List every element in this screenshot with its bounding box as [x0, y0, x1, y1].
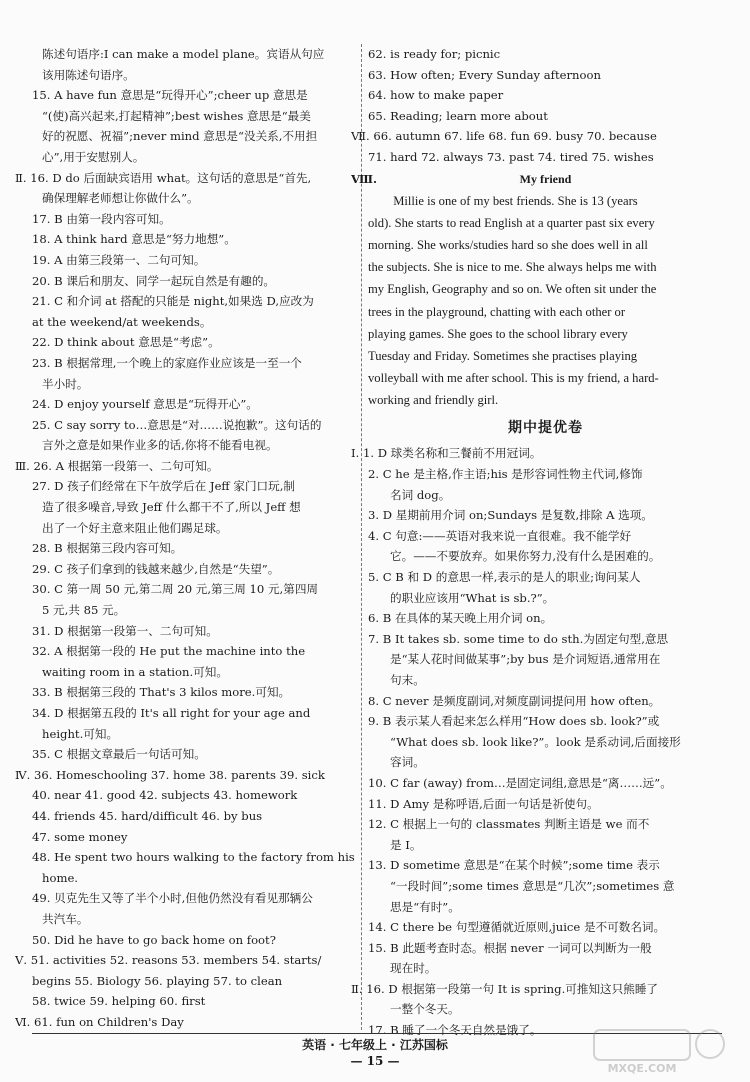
- answer-line: 10. C far (away) from…是固定词组,意思是“离……远”。: [368, 775, 672, 790]
- answer-line: 28. B 根据第三段内容可知。: [32, 541, 183, 556]
- answer-line: Ⅶ. 66. autumn 67. life 68. fun 69. busy 70. because: [351, 129, 657, 144]
- answer-line: 好的祝愿、祝福”;never mind 意思是“没关系,不用担: [42, 129, 318, 144]
- answer-line: 的职业应该用“What is sb.?”。: [390, 590, 555, 605]
- answer-line: 32. A 根据第一段的 He put the machine into the: [32, 644, 306, 659]
- answer-line: 4. C 句意:——英语对我来说一直很难。我不能学好: [368, 528, 632, 543]
- answer-line: height.可知。: [42, 726, 119, 741]
- answer-line: 是 I。: [390, 837, 422, 852]
- essay-line: volleyball with me after school. This is my friend, a hard-: [368, 371, 659, 386]
- left-column: [15, 44, 358, 1033]
- essay-section-label: Ⅷ.: [351, 171, 378, 186]
- essay-line: old). She starts to read English at a quarter past six every: [368, 215, 655, 230]
- essay-line: trees in the playground, chatting with each other or: [368, 304, 626, 319]
- answer-line: 6. B 在具体的某天晚上用介词 on。: [368, 611, 553, 626]
- answer-line: 容词。: [390, 755, 425, 770]
- answer-line: Ⅱ. 16. D do 后面缺宾语用 what。这句话的意思是“首先,: [15, 170, 312, 185]
- answer-line: 2. C he 是主格,作主语;his 是形容词性物主代词,修饰: [368, 467, 643, 482]
- answer-line: 17. B 由第一段内容可知。: [32, 211, 171, 226]
- answer-line: 71. hard 72. always 73. past 74. tired 75. wishes: [368, 149, 654, 164]
- answer-line: 33. B 根据第三段的 That's 3 kilos more.可知。: [32, 685, 291, 700]
- column-divider: [361, 44, 362, 1030]
- answer-line: 29. C 孩子们拿到的钱越来越少,自然是“失望”。: [32, 561, 280, 576]
- answer-line: 5 元,共 85 元。: [42, 603, 126, 618]
- answer-line: 陈述句语序:I can make a model plane。宾语从句应: [42, 47, 325, 61]
- answer-line: 58. twice 59. helping 60. first: [32, 994, 206, 1009]
- answer-line: 现在时。: [390, 961, 437, 976]
- answer-line: 23. B 根据常理,一个晚上的家庭作业应该是一至一个: [32, 355, 302, 370]
- answer-line: 31. D 根据第一段第一、二句可知。: [32, 623, 218, 638]
- answer-line: 40. near 41. good 42. subjects 43. homework: [32, 788, 298, 803]
- answer-line: 50. Did he have to go back home on foot?: [32, 932, 276, 947]
- answer-line: 它。——不要放弃。如果你努力,没有什么是困难的。: [390, 549, 661, 564]
- answer-line: Ⅴ. 51. activities 52. reasons 53. members 54. starts/: [15, 953, 322, 968]
- answer-line: 思是“有时”。: [390, 899, 460, 914]
- essay-title: My friend: [519, 171, 572, 186]
- answer-line: 5. C B 和 D 的意思一样,表示的是人的职业;询问某人: [368, 570, 641, 584]
- answer-line: 造了很多噪音,导致 Jeff 什么都干不了,所以 Jeff 想: [42, 500, 301, 515]
- answer-line: 48. He spent two hours walking to the factory from his: [32, 850, 355, 865]
- answer-line: 出了一个好主意来阻止他们踢足球。: [42, 520, 228, 535]
- answer-line: 11. D Amy 是称呼语,后面一句话是祈使句。: [368, 796, 599, 811]
- answer-line: 心”,用于安慰别人。: [42, 149, 145, 164]
- answer-line: 15. B 此题考查时态。根据 never 一词可以判断为一般: [368, 940, 652, 955]
- answer-line: 言外之意是如果作业多的话,你将不能看电视。: [42, 438, 278, 453]
- answer-line: Ⅱ. 16. D 根据第一段第一句 It is spring.可推知这只熊睡了: [351, 981, 659, 996]
- right-column: [351, 44, 723, 1041]
- essay-line: playing games. She goes to the school library every: [368, 326, 628, 341]
- answer-line: 17. B 睡了一个冬天自然是饿了。: [368, 1023, 542, 1038]
- answer-line: 共汽车。: [42, 911, 89, 926]
- answer-line: 22. D think about 意思是“考虑”。: [32, 335, 220, 350]
- answer-line: waiting room in a station.可知。: [42, 664, 228, 679]
- answer-line: 句末。: [390, 672, 425, 687]
- answer-line: 62. is ready for; picnic: [368, 47, 501, 61]
- answer-line: 49. 贝克先生又等了半个小时,但他仍然没有看见那辆公: [32, 891, 313, 906]
- answer-line: 44. friends 45. hard/difficult 46. by bus: [32, 808, 263, 823]
- answer-line: 20. B 课后和朋友、同学一起玩自然是有趣的。: [32, 273, 276, 288]
- answer-line: home.: [42, 870, 78, 885]
- essay-line: Millie is one of my best friends. She is 13 (years: [368, 193, 638, 208]
- footer-subject: 英语 · 七年级上 · 江苏国标: [302, 1038, 448, 1052]
- answer-line: Ⅳ. 36. Homeschooling 37. home 38. parents 39. sick: [15, 767, 325, 782]
- essay-line: morning. She works/studies hard so she does well in all: [368, 237, 648, 252]
- answer-line: 24. D enjoy yourself 意思是“玩得开心”。: [32, 397, 258, 412]
- page-number: — 15 —: [350, 1054, 400, 1068]
- answer-line: 名词 dog。: [390, 487, 451, 502]
- answer-line: 34. D 根据第五段的 It's all right for your age and: [32, 706, 311, 720]
- answer-line: Ⅲ. 26. A 根据第一段第一、二句可知。: [15, 458, 219, 473]
- essay-line: Tuesday and Friday. Sometimes she practises playing: [368, 348, 638, 363]
- answer-line: 63. How often; Every Sunday afternoon: [368, 67, 601, 82]
- answer-line: 14. C there be 句型遵循就近原则,juice 是不可数名词。: [368, 920, 666, 935]
- answer-line: 9. B 表示某人看起来怎么样用“How does sb. look?”或: [368, 714, 660, 729]
- answer-line: 一整个冬天。: [390, 1002, 460, 1017]
- answer-line: 15. A have fun 意思是“玩得开心”;cheer up 意思是: [32, 88, 308, 103]
- answer-line: 该用陈述句语序。: [42, 67, 135, 82]
- answer-line: 21. C 和介词 at 搭配的只能是 night,如果选 D,应改为: [32, 294, 314, 309]
- midterm-answers: [351, 443, 723, 1040]
- section-title: 期中提优卷: [508, 420, 583, 437]
- answer-line: 19. A 由第三段第一、二句可知。: [32, 252, 206, 267]
- answer-line: 13. D sometime 意思是“在某个时候”;some time 表示: [368, 858, 660, 873]
- answer-line: 47. some money: [32, 829, 128, 844]
- essay-line: the subjects. She is nice to me. She always helps me with: [368, 260, 657, 275]
- answer-line: 3. D 星期前用介词 on;Sundays 是复数,排除 A 选项。: [368, 508, 653, 523]
- answer-line: 65. Reading; learn more about: [368, 108, 548, 123]
- svg-text:MXQE.COM: MXQE.COM: [607, 1062, 677, 1075]
- answer-line: “(使)高兴起来,打起精神”;best wishes 意思是“最美: [42, 108, 311, 123]
- answer-line: 64. how to make paper: [368, 88, 504, 103]
- answer-line: “What does sb. look like?”。look 是系动词,后面接形: [390, 734, 681, 749]
- answers-continued: [351, 44, 723, 168]
- answer-line: 35. C 根据文章最后一句话可知。: [32, 747, 206, 762]
- answer-line: Ⅰ. 1. D 球类名称和三餐前不用冠词。: [351, 446, 542, 461]
- answer-line: 12. C 根据上一句的 classmates 判断主语是 we 而不: [368, 817, 650, 832]
- answer-line: 18. A think hard 意思是“努力地想”。: [32, 232, 236, 247]
- answer-line: 确保理解老师想让你做什么”。: [42, 191, 199, 206]
- answer-line: 7. B It takes sb. some time to do sth.为固定句型,意思: [368, 631, 669, 646]
- answer-line: 半小时。: [42, 376, 89, 391]
- answer-line: 30. C 第一周 50 元,第二周 20 元,第三周 10 元,第四周: [32, 582, 319, 597]
- answer-line: at the weekend/at weekends。: [32, 314, 212, 329]
- answer-line: 25. C say sorry to…意思是“对……说抱歉”。这句话的: [32, 417, 322, 432]
- essay-line: working and friendly girl.: [368, 393, 499, 408]
- answer-line: Ⅵ. 61. fun on Children's Day: [15, 1014, 184, 1029]
- answer-line: begins 55. Biology 56. playing 57. to clean: [32, 973, 283, 988]
- answer-line: 是“某人花时间做某事”;by bus 是介词短语,通常用在: [390, 652, 661, 667]
- watermark-logo: [592, 1026, 742, 1076]
- essay-line: my English, Geography and so on. We often sit under the: [368, 282, 657, 297]
- answer-line: 8. C never 是频度副词,对频度副词提问用 how often。: [368, 693, 661, 708]
- answer-line: 27. D 孩子们经常在下午放学后在 Jeff 家门口玩,制: [32, 479, 296, 494]
- answer-line: “一段时间”;some times 意思是“几次”;sometimes 意: [390, 878, 675, 893]
- essay-body: [368, 190, 723, 412]
